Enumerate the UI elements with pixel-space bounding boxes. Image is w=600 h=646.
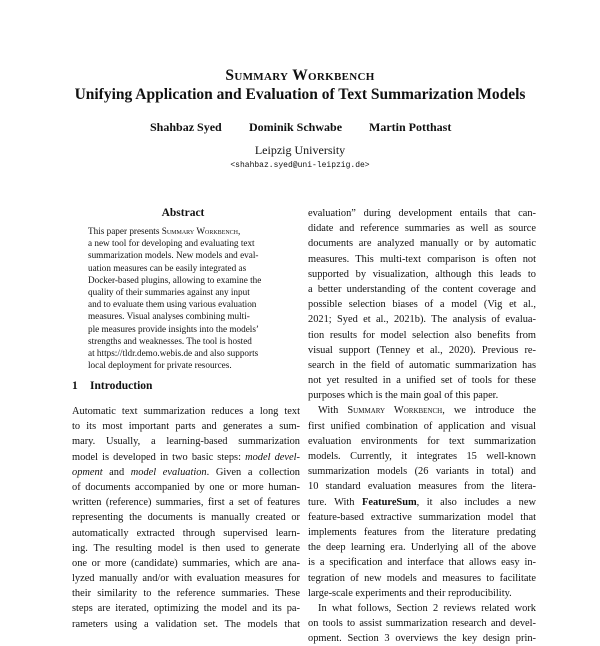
abstract-line: summarization models. New models and eval- (88, 250, 259, 261)
body-text-line: implements features from the literature predating (308, 526, 536, 538)
body-text-line: automatically extracted through supervised learn- (72, 527, 300, 539)
body-text-line: search in the field of automatic summarization has (308, 359, 536, 371)
body-text-line: written (reference) summaries, first a set of features (72, 497, 300, 509)
body-text-line: Automatic text summarization reduces a long text (72, 406, 300, 417)
paper-title-tool-name: Summary Workbench (225, 67, 375, 84)
contact-email: <shahbaz.syed@uni-leipzig.de> (230, 161, 370, 170)
author-name: Shahbaz Syed (150, 120, 222, 134)
abstract-heading: Abstract (161, 207, 205, 219)
author-list (0, 119, 600, 135)
abstract-line: local deployment for private resources. (88, 360, 232, 371)
body-text-line: representing the documents is manually created or (72, 512, 300, 524)
author-name: Dominik Schwabe (249, 120, 343, 134)
title-block (0, 66, 600, 104)
abstract-line: a new tool for developing and evaluating text (88, 238, 255, 249)
body-text-line: ing. The resulting model is then used to generate (72, 542, 300, 554)
body-text-line: possible selection biases of a model (Vig et al., (308, 299, 536, 311)
body-text-line: on tools to assist summarization research and devel- (308, 618, 536, 630)
body-text-line: of documents accompanied by one or more human- (72, 481, 300, 493)
body-text-line: purposes which is the main goal of this paper. (308, 390, 499, 402)
abstract-line: strengths and weaknesses. The tool is hosted (88, 335, 252, 346)
body-text-line: 10 standard evaluation measures from the litera- (308, 481, 536, 493)
body-text-line: summarization models (26 variants in total) and (308, 466, 536, 478)
body-text-line: opment. Section 3 overviews the key design prin- (308, 633, 536, 645)
body-text-line: In what follows, Section 2 reviews related work (318, 602, 536, 614)
body-text-line: supported by visualization, although this leads to (308, 268, 536, 280)
body-text-line: documents are analyzed manually or by automatic (308, 238, 536, 250)
section-heading (72, 379, 152, 393)
body-text-line: models. Currently, it integrates 15 well-known (308, 451, 536, 462)
abstract-line: quality of their summaries against any input (88, 286, 250, 297)
body-text-line: steps are iterated, optimizing the model and its pa- (72, 603, 300, 615)
body-text-line: evaluation” during development entails that can- (308, 208, 536, 219)
abstract-body (88, 225, 280, 371)
body-text-line: visual support (Tenney et al., 2020). Previous re- (308, 344, 536, 356)
body-text-line: ture. With FeatureSum, it also includes a new (308, 496, 536, 508)
body-text-line: rameters using a validation set. The models that (72, 618, 300, 630)
body-text-line: mary. Usually, a learning-based summarization (72, 436, 300, 448)
body-text-line: to its most important parts and generates a sum- (72, 421, 300, 433)
abstract-line: and to evaluate them using various evaluation (88, 299, 257, 310)
body-text-line: tion results for model selection also benefits from (308, 329, 536, 341)
body-text-line: With Summary Workbench, we introduce the (318, 405, 536, 417)
abstract-line: Docker-based plugins, allowing to examine the (88, 274, 262, 285)
body-text-line: tegration of new models and measures to facilitate (308, 572, 536, 584)
body-text-line: opment and model evaluation. Given a collection (72, 466, 300, 478)
section-number: 1 (72, 380, 78, 392)
abstract-line: uation measures can be easily integrated as (88, 262, 247, 273)
body-text-line: their similarity to the reference summaries. These (72, 588, 300, 600)
abstract-line: measures. Visual analyses combining multi- (88, 311, 250, 322)
body-text-line: evaluation environments for text summarization (308, 435, 536, 447)
abstract-line: ple measures provide insights into the models’ (88, 323, 259, 334)
affiliation: Leipzig University (254, 143, 346, 157)
body-text-line: the deep learning era. Underlying all of the above (308, 542, 536, 554)
right-column-text (308, 206, 536, 646)
body-text-line: didate and reference summaries as well as source (308, 223, 536, 235)
body-text-line: a better understanding of the content coverage and (308, 283, 536, 295)
body-text-line: feature-based extractive summarization model that (308, 511, 536, 523)
paper-title-subtitle: Unifying Application and Evaluation of Text Summarization Models (74, 86, 526, 103)
body-text-line: lyzed manually and/or with evaluation measures for (72, 573, 300, 585)
body-text-line: model is developed in two basic steps: model devel- (72, 451, 300, 463)
section-title: Introduction (90, 380, 153, 392)
body-text-line: measures. This multi-text comparison is often not (308, 253, 536, 265)
body-text-line: first unified combination of application and visual (308, 420, 536, 432)
abstract-line: This paper presents Summary Workbench, (88, 226, 241, 236)
body-text-line: large-scale experiments and their reproducibility. (308, 587, 512, 599)
left-column-text (72, 404, 300, 632)
abstract-line: at https://tldr.demo.webis.de and also supports (88, 347, 259, 358)
body-text-line: 2021; Syed et al., 2021b). The analysis of evalua- (308, 314, 536, 326)
author-name: Martin Potthast (369, 120, 452, 134)
body-text-line: is a specification and interface that allows easy in- (308, 557, 536, 569)
body-text-line: not yet resulted in a unified set of tools for these (308, 375, 536, 387)
body-text-line: one or more (candidate) summaries, which are ana- (72, 557, 300, 569)
